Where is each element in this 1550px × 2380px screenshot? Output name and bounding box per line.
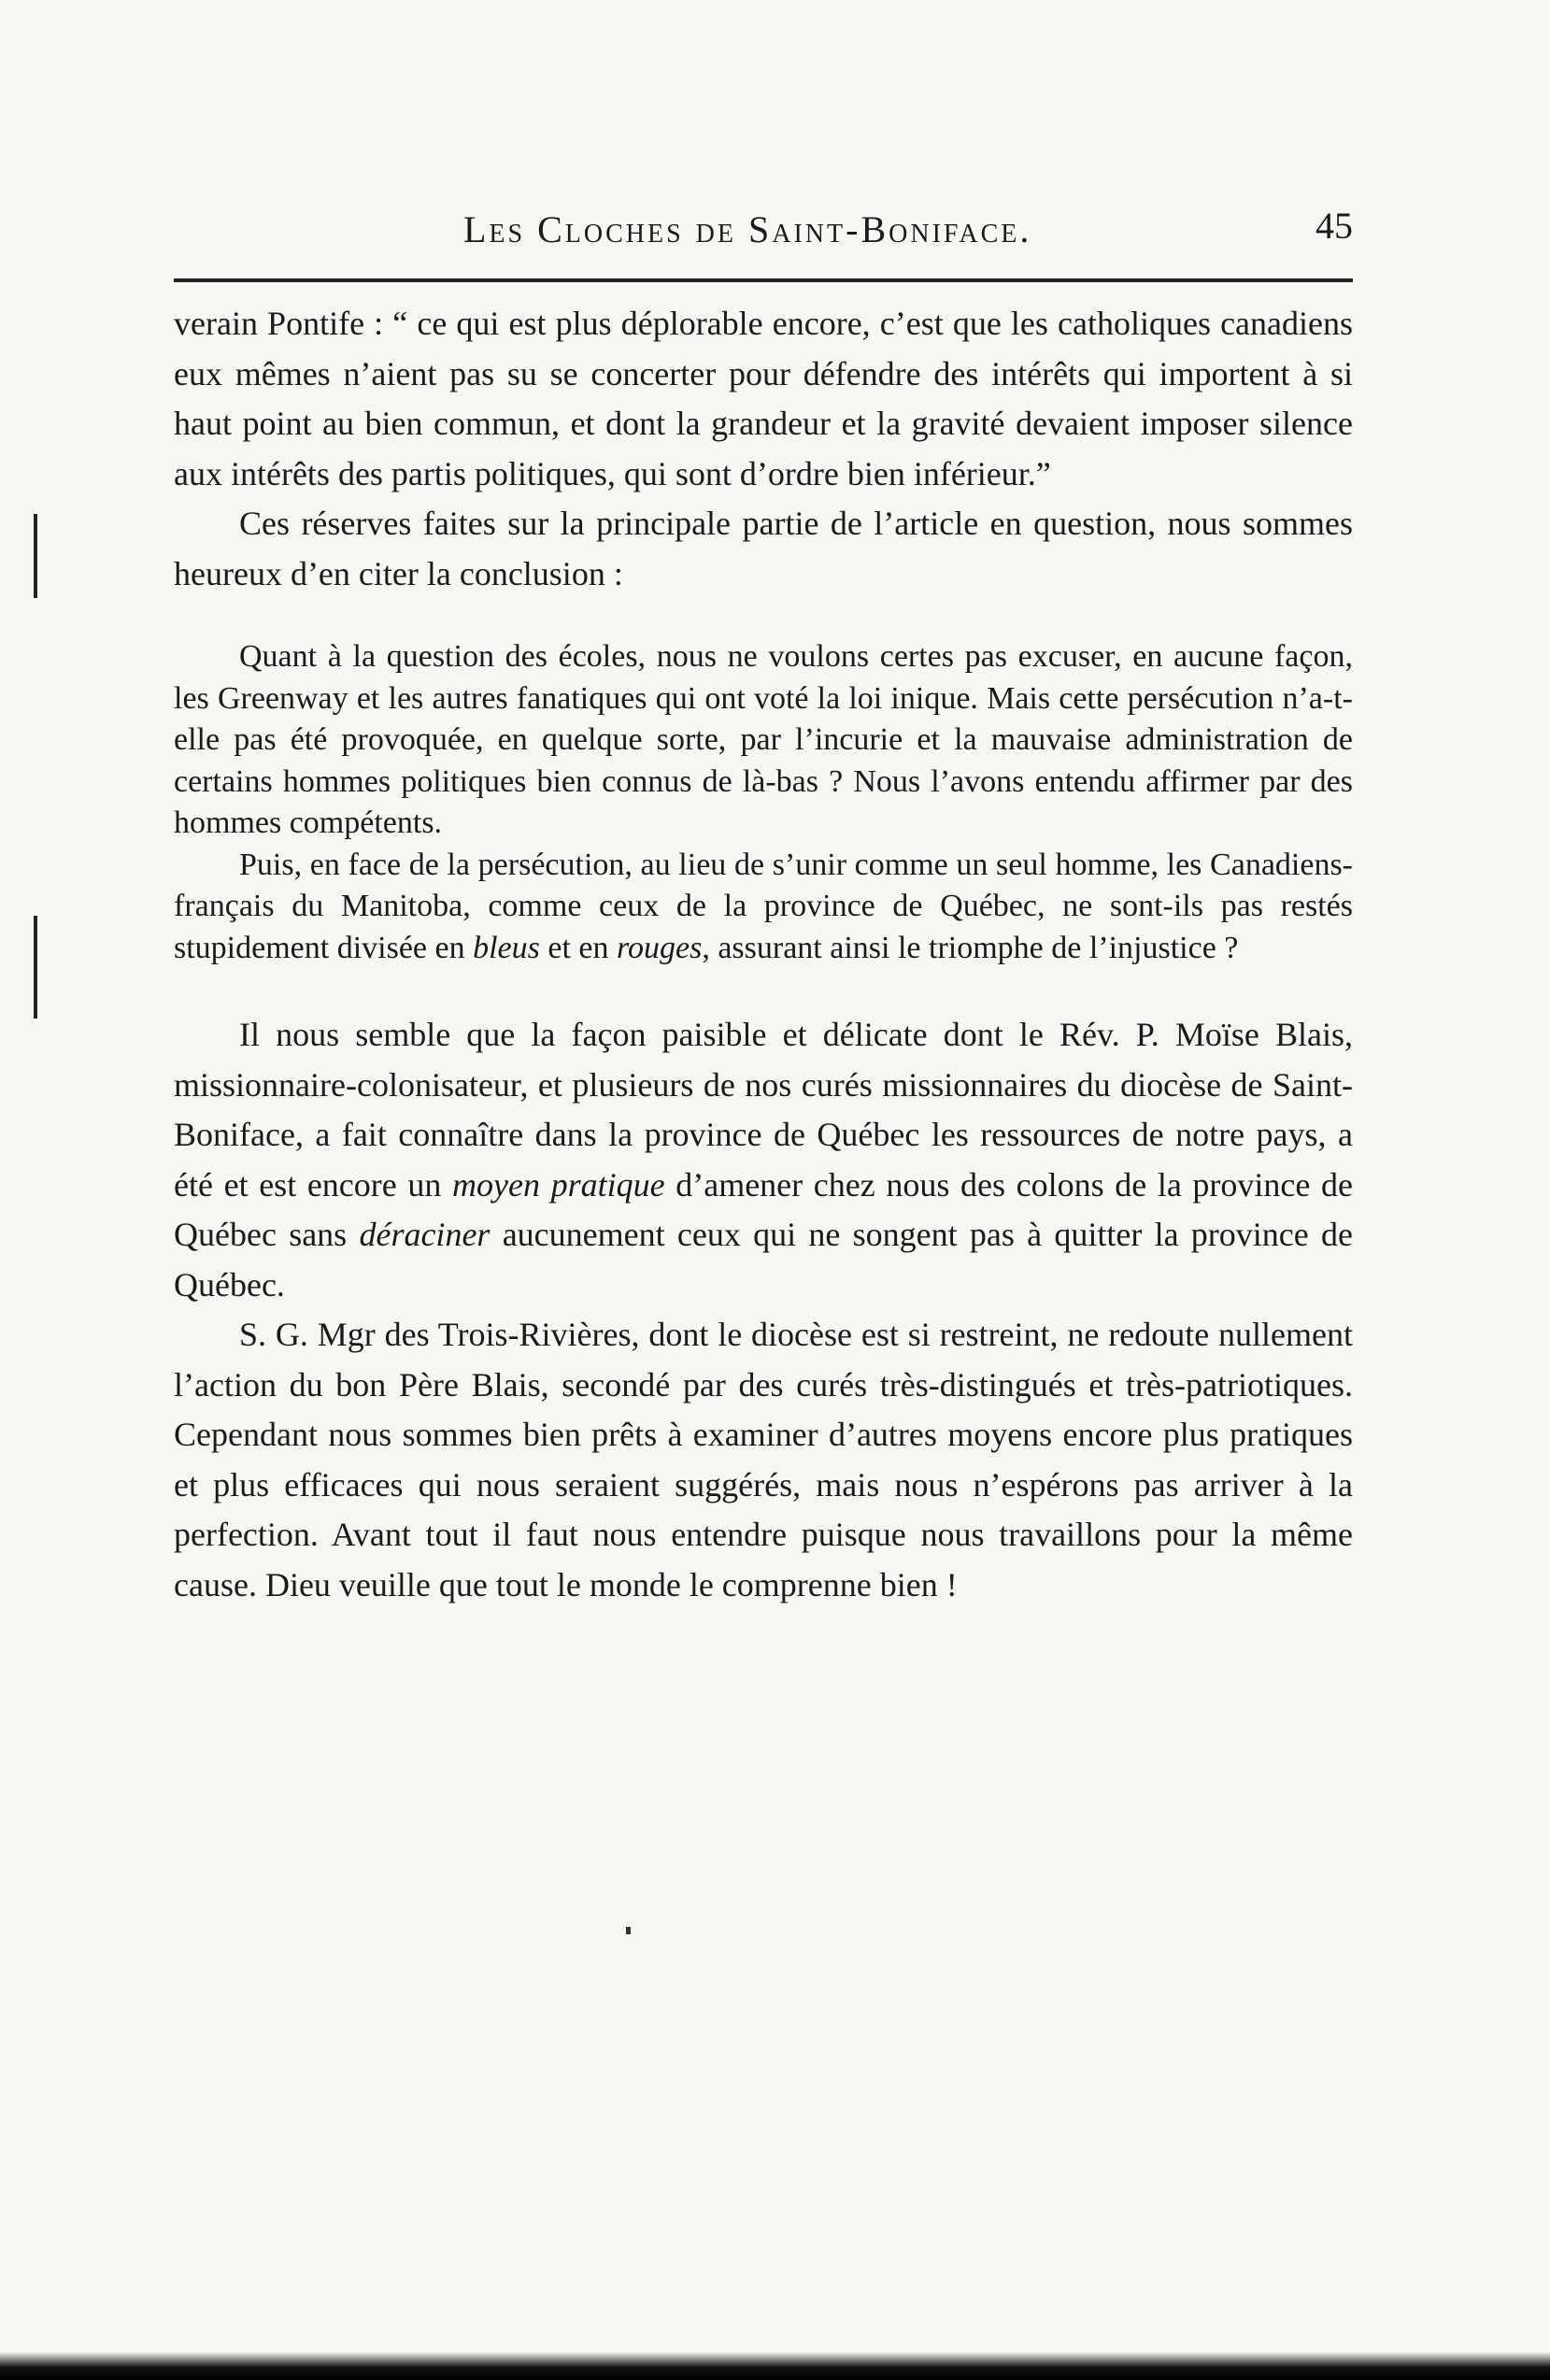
quote-text: , assurant ainsi le triomphe de l’injustice ? xyxy=(702,930,1239,965)
paragraph-text: aucunement ceux qui ne songent pas à quitter la province de Québec. xyxy=(174,1216,1353,1304)
paragraph xyxy=(174,1010,1353,1310)
italic-word: déraciner xyxy=(359,1216,491,1253)
margin-mark xyxy=(34,514,37,598)
running-head xyxy=(174,204,1353,260)
paragraph: S. G. Mgr des Trois-Rivières, dont le diocèse est si restreint, ne redoute nullement l’action du bon Père Blais, secondé par des curés très-distingués et très-patriotiques. Cependant nous sommes bien prêts à examiner d’autres moyens encore plus pratiques et plus efficaces qui nous seraient suggérés, mais nous n’espérons pas arriver à la perfection. Avant tout il faut nous entendre puisque nous travaillons pour la même cause. Dieu veuille que tout le monde le comprenne bien ! xyxy=(174,1316,1353,1603)
quote-paragraph xyxy=(174,845,1353,970)
ink-speck xyxy=(626,1927,631,1934)
spacer xyxy=(174,599,1353,636)
page-number: 45 xyxy=(1315,205,1353,247)
spacer xyxy=(174,969,1353,1010)
paragraph-text: Il nous semble que la façon paisible et délicate dont le Rév. P. Moïse Blais, missionnaire-colonisateur, et plusieurs de nos curés missionnaires du diocèse de Saint-Boniface, a fait connaître dans la province de Québec les ressources de notre pays, a été et est encore un xyxy=(174,1016,1353,1204)
italic-phrase: moyen pratique xyxy=(452,1165,665,1204)
italic-word: bleus xyxy=(473,930,540,965)
page-edge-shadow xyxy=(0,2352,1550,2380)
quote-text: Puis, en face de la persécution, au lieu de s’unir comme un seul homme, les Canadiens-français du Manitoba, comme ceux de la province de Québec, ne sont-ils pas restés stupidement divisée en xyxy=(174,847,1353,965)
margin-mark xyxy=(34,916,37,1019)
body-text xyxy=(174,299,1353,1610)
quote-text: et en xyxy=(539,930,618,965)
italic-word: rouges xyxy=(617,930,703,965)
running-title: Les Cloches de Saint-Boniface. xyxy=(463,208,1032,250)
quote-paragraph: Quant à la question des écoles, nous ne voulons certes pas excuser, en aucune façon, les Greenway et les autres fanatiques qui ont voté la loi inique. Mais cette persécution n’a-t-elle pas été provoquée, en quelque sorte, par l’incurie et la mauvaise administration de certains hommes politiques bien connus de là-bas ? Nous l’avons entendu affirmer par des hommes compétents. xyxy=(174,639,1353,840)
paragraph-text: d’amener chez nous des colons de la province de Québec sans xyxy=(174,1165,1353,1253)
header-rule xyxy=(174,278,1353,282)
paragraph: Ces réserves faites sur la principale partie de l’article en question, nous sommes heureux d’en citer la conclusion : xyxy=(174,505,1353,592)
paragraph-continued: verain Pontife : “ ce qui est plus déplorable encore, c’est que les catholiques canadiens eux mêmes n’aient pas su se concerter pour défendre des intérêts qui importent à si haut point au bien commun, et dont la grandeur et la gravité devaient imposer silence aux intérêts des partis politiques, qui sont d’ordre bien inférieur.” xyxy=(174,305,1353,492)
